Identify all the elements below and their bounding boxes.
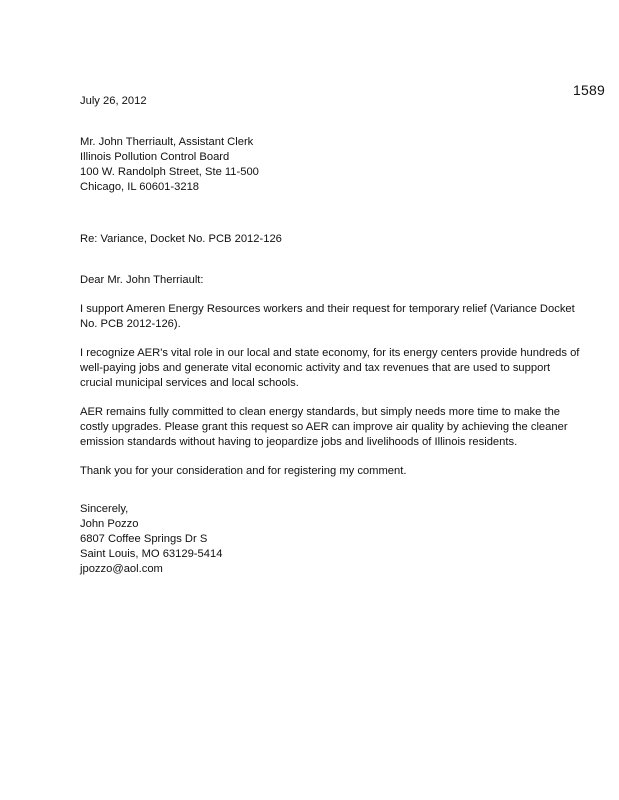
recipient-line: Mr. John Therriault, Assistant Clerk: [80, 136, 254, 148]
salutation: Dear Mr. John Therriault:: [80, 274, 204, 286]
body-paragraph: Thank you for your consideration and for registering my comment.: [80, 465, 407, 477]
signature-block: [80, 502, 580, 577]
letter-body: [80, 94, 580, 577]
signer-email: jpozzo@aol.com: [80, 563, 163, 575]
letter-date: July 26, 2012: [80, 95, 147, 107]
closing: Sincerely,: [80, 503, 129, 515]
body-paragraph: AER remains fully committed to clean energy standards, but simply needs more time to make the costly upgrades. Please grant this request so AER can improve air quality by achieving the cleaner emission standards without having to jeopardize jobs and livelihoods of Illinois residents.: [80, 406, 568, 448]
signer-street: 6807 Coffee Springs Dr S: [80, 533, 208, 545]
recipient-line: Chicago, IL 60601-3218: [80, 181, 200, 193]
recipient-address: [80, 135, 580, 195]
re-line: Re: Variance, Docket No. PCB 2012-126: [80, 233, 282, 245]
recipient-line: Illinois Pollution Control Board: [80, 151, 230, 163]
body-paragraph: I support Ameren Energy Resources workers and their request for temporary relief (Variance Docket No. PCB 2012-126).: [80, 303, 575, 330]
recipient-line: 100 W. Randolph Street, Ste 11-500: [80, 166, 259, 178]
signer-city: Saint Louis, MO 63129-5414: [80, 548, 223, 560]
page-number: 1589: [573, 82, 605, 98]
body-paragraph: I recognize AER's vital role in our local and state economy, for its energy centers provide hundreds of well-paying jobs and generate vital economic activity and tax revenues that are used to support crucial municipal services and local schools.: [80, 347, 580, 389]
signer-name: John Pozzo: [80, 518, 139, 530]
